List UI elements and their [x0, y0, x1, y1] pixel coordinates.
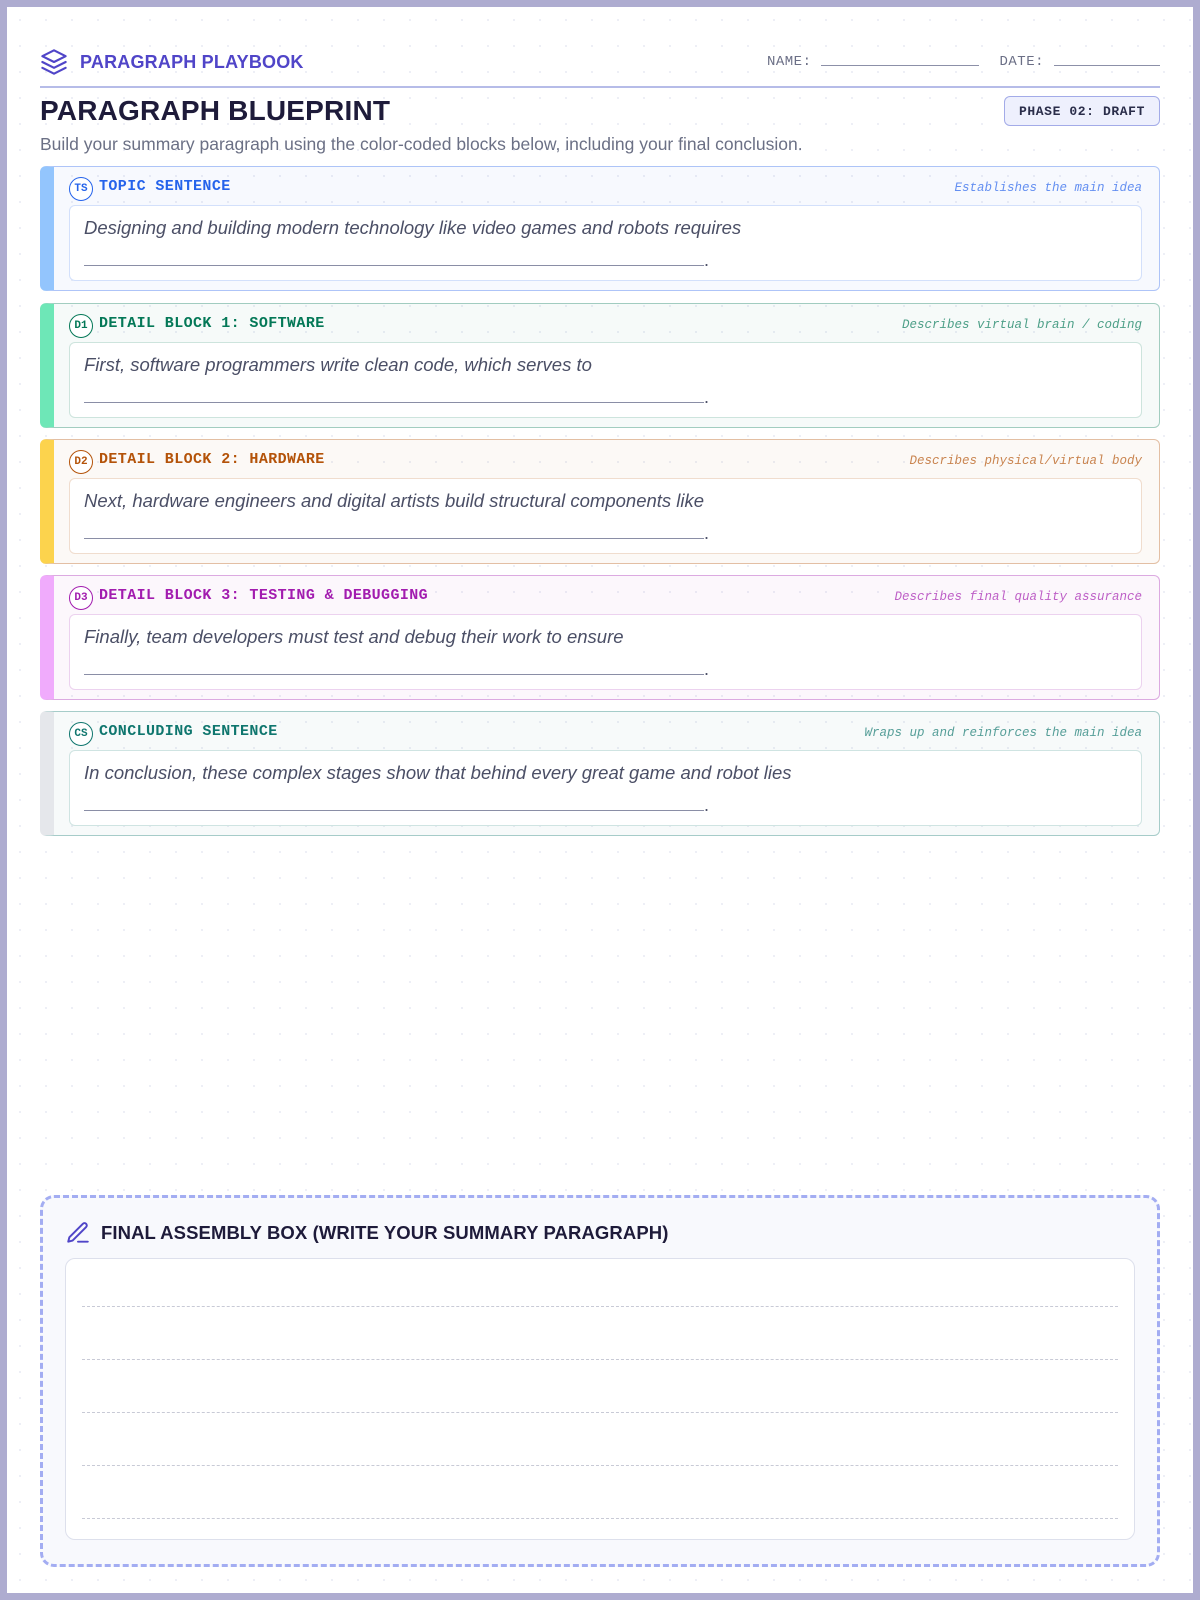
- writing-line: [82, 1518, 1118, 1519]
- block-writing-area[interactable]: In conclusion, these complex stages show that behind every great game and robot lies .: [69, 750, 1142, 826]
- block-description: Describes physical/virtual body: [909, 454, 1142, 468]
- sentence-starter: In conclusion, these complex stages show that behind every great game and robot lies: [84, 762, 792, 783]
- block-writing-area[interactable]: Designing and building modern technology like video games and robots requires .: [69, 205, 1142, 281]
- date-field[interactable]: [1054, 64, 1160, 66]
- sentence-starter: Designing and building modern technology like video games and robots requires: [84, 217, 742, 238]
- sentence-starter: Next, hardware engineers and digital artists build structural components like: [84, 490, 705, 511]
- answer-blank[interactable]: [84, 809, 704, 811]
- worksheet-page: [7, 7, 1193, 1593]
- block-concluding-sentence: [40, 711, 1160, 836]
- pencil-icon: [65, 1220, 91, 1246]
- date-label: DATE:: [999, 54, 1044, 70]
- block-description: Establishes the main idea: [954, 181, 1142, 195]
- summary-writing-area[interactable]: [65, 1258, 1135, 1540]
- block-description: Describes virtual brain / coding: [901, 318, 1142, 332]
- answer-blank[interactable]: [84, 401, 704, 403]
- brand-name: PARAGRAPH PLAYBOOK: [80, 51, 304, 72]
- assembly-header: [65, 1220, 668, 1246]
- block-detail-software: [40, 303, 1160, 428]
- block-writing-area[interactable]: First, software programmers write clean code, which serves to .: [69, 342, 1142, 418]
- sentence-starter: First, software programmers write clean code, which serves to: [84, 354, 592, 375]
- block-detail-hardware: [40, 439, 1160, 564]
- page-subtitle: Build your summary paragraph using the color-coded blocks below, including your final conclusion.: [40, 134, 803, 154]
- block-badge: D2: [69, 450, 93, 474]
- name-field[interactable]: [821, 64, 979, 66]
- writing-line: [82, 1465, 1118, 1466]
- block-title: DETAIL BLOCK 2: HARDWARE: [99, 451, 325, 468]
- writing-line: [82, 1359, 1118, 1360]
- writing-line: [82, 1306, 1118, 1307]
- final-assembly-box: [40, 1195, 1160, 1567]
- block-writing-area[interactable]: Next, hardware engineers and digital artists build structural components like .: [69, 478, 1142, 554]
- block-description: Wraps up and reinforces the main idea: [864, 726, 1142, 740]
- block-detail-testing: [40, 575, 1160, 700]
- name-date-fields: [767, 54, 1160, 70]
- header: [40, 40, 1160, 88]
- name-label: NAME:: [766, 54, 812, 70]
- block-badge: CS: [69, 722, 93, 746]
- assembly-title: FINAL ASSEMBLY BOX (WRITE YOUR SUMMARY PARAGRAPH): [101, 1222, 669, 1243]
- block-badge: TS: [69, 177, 93, 201]
- block-title: TOPIC SENTENCE: [99, 178, 231, 195]
- block-title: CONCLUDING SENTENCE: [99, 723, 278, 740]
- answer-blank[interactable]: [84, 537, 704, 539]
- block-title: DETAIL BLOCK 3: TESTING & DEBUGGING: [99, 587, 429, 604]
- block-badge: D3: [69, 586, 93, 610]
- answer-blank[interactable]: [84, 264, 704, 266]
- page-title: PARAGRAPH BLUEPRINT: [40, 95, 391, 126]
- sentence-starter: Finally, team developers must test and debug their work to ensure: [84, 626, 624, 647]
- block-writing-area[interactable]: Finally, team developers must test and debug their work to ensure .: [69, 614, 1142, 690]
- layers-icon: [40, 48, 68, 76]
- block-topic-sentence: [40, 166, 1160, 291]
- writing-line: [82, 1412, 1118, 1413]
- block-badge: D1: [69, 314, 93, 338]
- brand: [40, 48, 304, 76]
- phase-badge: PHASE 02: DRAFT: [1004, 96, 1160, 126]
- answer-blank[interactable]: [84, 673, 704, 675]
- block-description: Describes final quality assurance: [894, 590, 1142, 604]
- block-title: DETAIL BLOCK 1: SOFTWARE: [99, 315, 325, 332]
